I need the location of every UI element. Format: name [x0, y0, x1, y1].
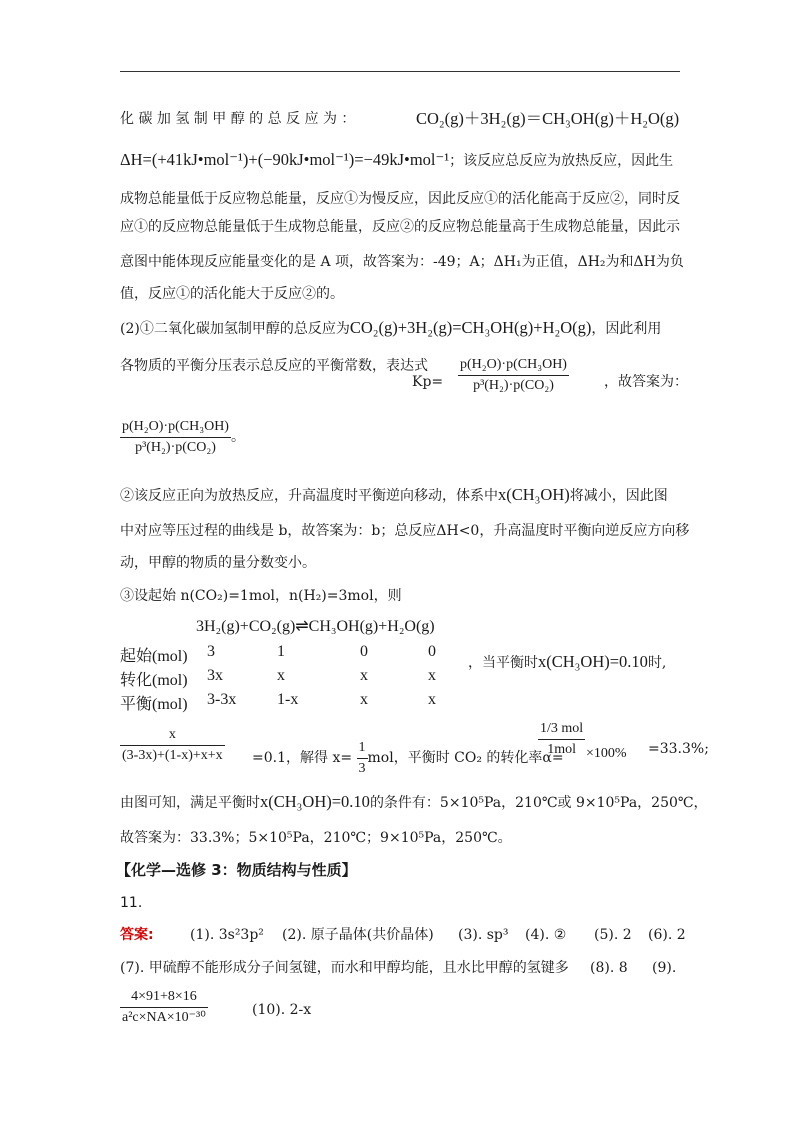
fraction-denominator: a²c×NA×10⁻³⁰: [122, 1009, 206, 1025]
text-line: [120, 150, 682, 171]
text-line: [120, 356, 688, 393]
text-line: [120, 318, 682, 339]
table-cell: 平衡(mol): [120, 696, 188, 713]
fraction-denominator: (3-3x)+(1-x)+x+x: [122, 747, 223, 763]
equation: =0.10: [609, 652, 648, 671]
text-line: 应①的反应物总能量低于生成物总能量，反应②的反应物总能量高于生成物总能量，因此示: [120, 219, 680, 235]
text-span: ；该反应总反应为放热反应，因此生: [449, 153, 674, 169]
text-span: ，故答案为：: [604, 374, 688, 390]
fraction-numerator: p(H₂O)·p(CH₃OH): [120, 418, 231, 438]
kp-fraction: [458, 356, 569, 394]
text-span: =0.1，解得 x=: [252, 750, 353, 766]
fraction-denominator: 1mol: [547, 741, 576, 757]
answer-item: (2). 原子晶体(共价晶体): [282, 927, 434, 943]
answer-item: (9).: [652, 960, 677, 976]
text-line: 中对应等压过程的曲线是 b，故答案为：b；总反应ΔH<0，升高温度时平衡向逆反应方向移: [120, 523, 690, 539]
answer-line: [120, 925, 686, 945]
text-span: ，当平衡时: [468, 655, 538, 671]
question-number: 11.: [120, 895, 143, 911]
section-heading: 【化学—选修 3：物质结构与性质】: [116, 861, 357, 879]
equation: x(CH₃OH): [538, 652, 610, 671]
text-line: 值，反应①的活化能大于反应②的。: [120, 286, 344, 302]
table-cell: 0: [360, 643, 368, 660]
equation: ΔH=(+41kJ•mol⁻¹)+(−90kJ•mol⁻¹)=−49kJ•mol⁻¹: [120, 150, 450, 169]
text-line: 成物总能量低于反应物总能量，反应①为慢反应，因此反应①的活化能高于反应②，同时反: [120, 191, 680, 207]
text-span: ，因此利用: [591, 321, 662, 337]
fraction-denominator: 3: [358, 760, 366, 776]
text-span: 1: [540, 721, 547, 736]
third-fraction: [357, 739, 368, 777]
table-cell: 起始(mol): [120, 648, 188, 665]
text-line: [120, 721, 709, 776]
text-span: 。: [230, 429, 245, 445]
answer-item: (5). 2: [594, 927, 632, 943]
density-fraction: [120, 988, 208, 1026]
table-cell: 0: [428, 643, 436, 660]
table-cell: 1: [277, 643, 285, 660]
text-span: mol，平衡时 CO₂ 的转化率α=: [367, 750, 564, 766]
table-cell: 3x: [207, 667, 223, 684]
text-span: [252, 739, 564, 777]
table-cell: x: [360, 667, 368, 684]
text-line: [468, 652, 666, 672]
answer-line: [120, 988, 682, 1028]
fraction-numerator: 1/3 mol: [538, 720, 585, 740]
table-cell: 1-x: [277, 691, 299, 708]
text-line: [120, 418, 682, 456]
equation: CO₂(g)+3H₂(g)=CH₃OH(g)+H₂O(g): [349, 318, 592, 337]
table-cell: 3: [207, 643, 215, 660]
text-line: 故答案为：33.3%；5×10⁵Pa，210℃；9×10⁵Pa，250℃。: [120, 830, 512, 846]
answer-line: [120, 958, 682, 978]
text-span: 时,: [647, 655, 667, 671]
fraction-denominator: p³(H₂)·p(CO₂): [135, 439, 216, 455]
text-line: [120, 109, 682, 129]
equation: ×100%: [586, 746, 627, 761]
kp-label: Kp=: [412, 374, 444, 390]
table-cell: x: [428, 691, 436, 708]
answer-item: (8). 8: [590, 960, 628, 976]
fraction-denominator: p³(H₂)·p(CO₂): [473, 377, 554, 393]
equation: =0.10: [331, 792, 370, 811]
answer-item: (6). 2: [648, 927, 686, 943]
text-span: 各物质的平衡分压表示总反应的平衡常数，表达式: [120, 358, 428, 374]
text-line: 意图中能体现反应能量变化的是 A 项，故答案为：-49；A；ΔH₁为正值，ΔH₂为和ΔH为负: [120, 254, 684, 270]
equation: x(CH₃OH): [260, 792, 332, 811]
text-span: 的条件有：5×10⁵Pa，210℃或 9×10⁵Pa，250℃，: [369, 795, 708, 811]
table-cell: x: [360, 691, 368, 708]
answer-item: (1). 3s²3p²: [190, 927, 264, 943]
text-line: 动，甲醇的物质的量分数变小。: [120, 555, 316, 571]
fraction-numerator: 1: [357, 739, 368, 759]
fraction-numerator: x: [120, 726, 225, 746]
answer-item: (3). sp³: [458, 927, 509, 943]
conversion-fraction: [538, 720, 585, 758]
equation: CO₂(g)＋3H₂(g)＝CH₃OH(g)＋H₂O(g): [416, 109, 680, 128]
mole-fraction: [120, 726, 225, 764]
answer-fraction: [120, 418, 231, 456]
answer-item: (7). 甲硫醇不能形成分子间氢键，而水和甲醇均能，且水比甲醇的氢键多: [120, 960, 569, 976]
equation: x(CH₃OH): [498, 485, 570, 504]
text-span: =33.3%;: [648, 741, 709, 757]
text-span: 由图可知，满足平衡时: [120, 795, 260, 811]
table-equation: 3H₂(g)+CO₂(g)⇌CH₃OH(g)+H₂O(g): [196, 618, 435, 635]
header-rule: [120, 71, 680, 72]
text-line: [120, 485, 682, 506]
text-span: ②该反应正向为放热反应，升高温度时平衡逆向移动，体系中: [120, 488, 498, 504]
text-span: 化 碳 加 氢 制 甲 醇 的 总 反 应 为 ：: [120, 111, 356, 127]
text-span: (2)①二氧化碳加氢制甲醇的总反应为: [120, 321, 350, 337]
text-line: [120, 792, 708, 813]
answer-item: (4). ②: [525, 927, 567, 943]
text-span: 将减小，因此图: [569, 488, 668, 504]
table-cell: 转化(mol): [120, 672, 188, 689]
table-cell: x: [277, 667, 285, 684]
answer-item: (10). 2-x: [252, 1002, 312, 1018]
fraction-numerator: 4×91+8×16: [120, 988, 208, 1008]
text-line: ③设起始 n(CO₂)=1mol，n(H₂)=3mol，则: [120, 588, 402, 604]
table-cell: 3-3x: [207, 691, 237, 708]
text-span: 3: [550, 721, 558, 736]
table-cell: x: [428, 667, 436, 684]
answer-label: 答案:: [120, 927, 154, 943]
fraction-numerator: p(H₂O)·p(CH₃OH): [458, 356, 569, 376]
